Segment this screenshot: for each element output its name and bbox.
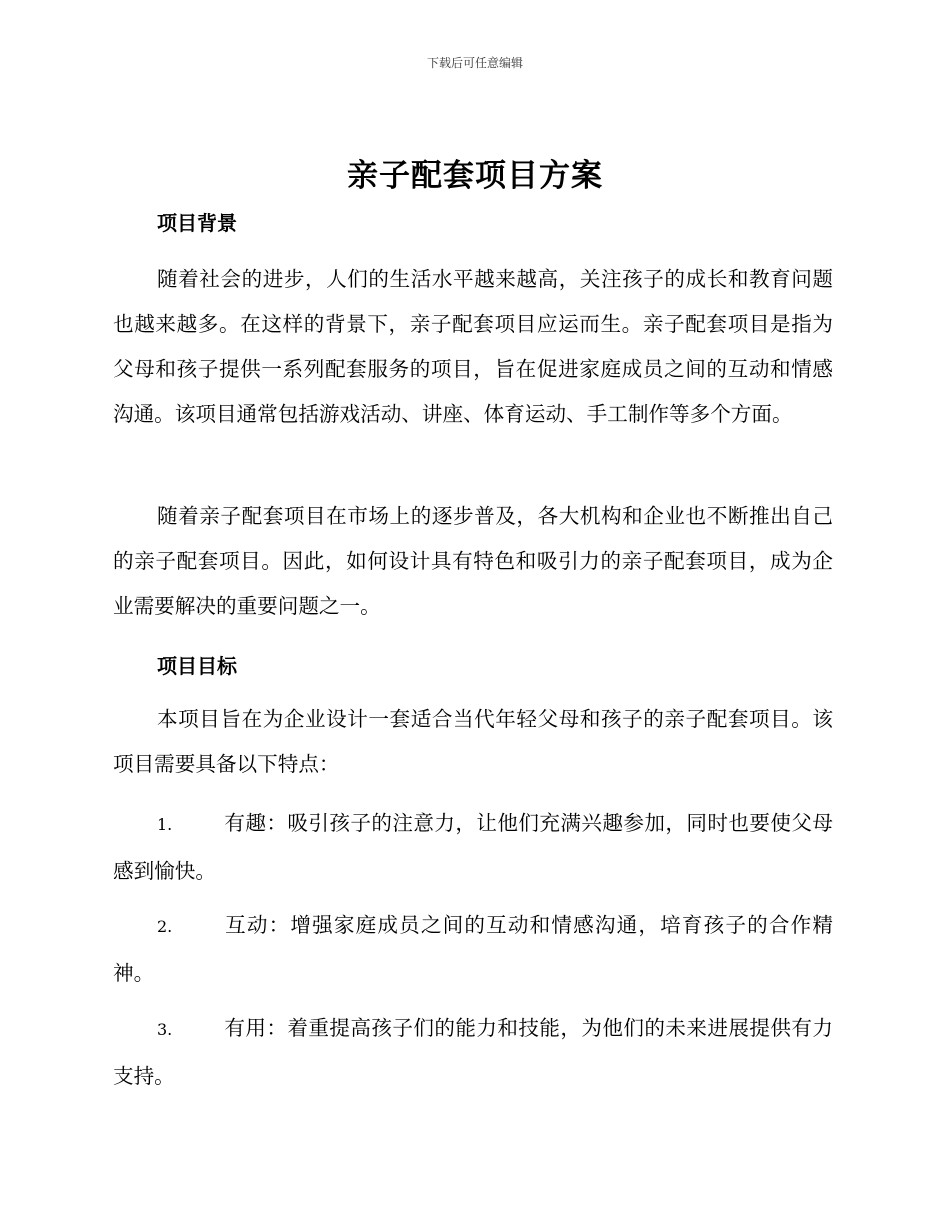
section-heading-goals: 项目目标 [157, 654, 237, 678]
paragraph-goals-intro: 本项目旨在为企业设计一套适合当代年轻父母和孩子的亲子配套项目。该项目需要具备以下特点： [113, 707, 833, 776]
page-header-note: 下载后可任意编辑 [426, 56, 523, 70]
list-item-number: 3. [157, 1020, 173, 1039]
list-item [113, 1005, 833, 1099]
section-heading-background: 项目背景 [157, 211, 237, 235]
paragraph-background-1: 随着社会的进步，人们的生活水平越来越高，关注孩子的成长和教育问题也越来越多。在这样的背景下，亲子配套项目应运而生。亲子配套项目是指为父母和孩子提供一系列配套服务的项目，旨在促进家庭成员之间的互动和情感沟通。该项目通常包括游戏活动、讲座、体育运动、手工制作等多个方面。 [113, 267, 833, 426]
list-item [113, 902, 833, 996]
list-item-number: 1. [157, 815, 173, 834]
document-title: 亲子配套项目方案 [347, 158, 603, 194]
list-item-text: 有趣：吸引孩子的注意力，让他们充满兴趣参加，同时也要使父母感到愉快。 [113, 811, 833, 883]
list-item-text: 有用：着重提高孩子们的能力和技能，为他们的未来进展提供有力支持。 [113, 1016, 833, 1088]
paragraph-background-2: 随着亲子配套项目在市场上的逐步普及，各大机构和企业也不断推出自己的亲子配套项目。因此，如何设计具有特色和吸引力的亲子配套项目，成为企业需要解决的重要问题之一。 [113, 504, 833, 618]
list-item [113, 800, 833, 894]
list-item-text: 互动：增强家庭成员之间的互动和情感沟通，培育孩子的合作精神。 [113, 913, 833, 985]
list-item-number: 2. [157, 917, 173, 936]
